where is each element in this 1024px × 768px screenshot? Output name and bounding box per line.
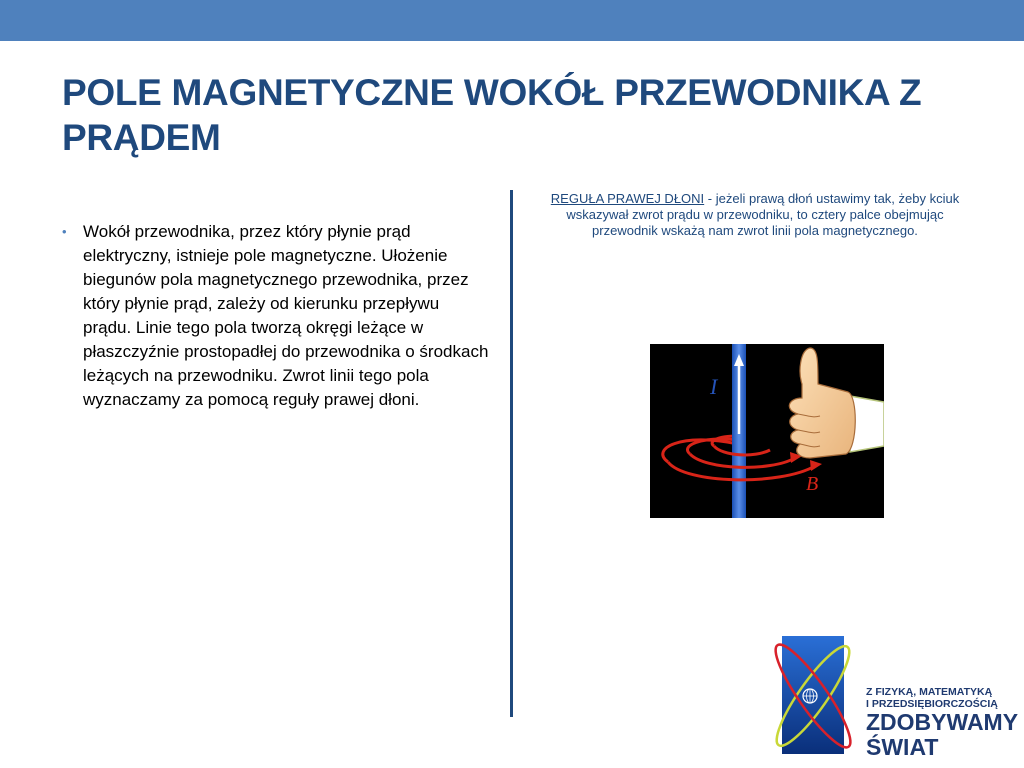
logo-tagline (866, 686, 1016, 710)
atom-logo-icon (770, 622, 870, 768)
bullet-dot-icon: • (62, 224, 67, 239)
right-hand-rule-link[interactable]: REGUŁA PRAWEJ DŁONI (550, 191, 705, 206)
bullet-item (62, 220, 492, 412)
slide-title: POLE MAGNETYCZNE WOKÓŁ PRZEWODNIKA Z PRĄDEM (62, 72, 922, 158)
logo-title-line1: ZDOBYWAMY (866, 709, 1019, 735)
current-label: I (710, 374, 718, 399)
left-content-column (62, 220, 492, 412)
column-divider (510, 190, 513, 717)
logo-title-line2: ŚWIAT (866, 734, 939, 760)
right-hand-rule-caption (540, 191, 970, 239)
right-hand-rule-illustration (650, 344, 884, 518)
bullet-text: Wokół przewodnika, przez który płynie prąd elektryczny, istnieje pole magnetyczne. Ułożenie biegunów pola magnetycznego przewodnika, przez który płynie prąd, zależy od kierunku przepływu prądu. Linie tego pola tworzą okręgi leżące w płaszczyźnie prostopadłej do przewodnika o środkach leżących na przewodniku. Zwrot linii tego pola wyznaczamy za pomocą reguły prawej dłoni. (83, 222, 489, 409)
top-banner-bar (0, 0, 1024, 41)
logo-tagline-line1: Z FIZYKĄ, MATEMATYKĄ (866, 686, 993, 698)
field-label: B (806, 473, 819, 495)
logo-title (866, 710, 1024, 760)
hand-icon (789, 348, 884, 458)
magnetic-field-lines-back (663, 436, 738, 462)
right-hand-rule-svg (650, 344, 884, 518)
project-logo (770, 622, 1024, 768)
right-hand-rule-description: - jeżeli prawą dłoń ustawimy tak, żeby kciuk wskazywał zwrot prądu w przewodniku, to cztery palce obejmując przewodnik wskażą nam zwrot linii pola magnetycznego. (566, 191, 960, 238)
logo-tagline-line2: I PRZEDSIĘBIORCZOŚCIĄ (866, 698, 998, 710)
